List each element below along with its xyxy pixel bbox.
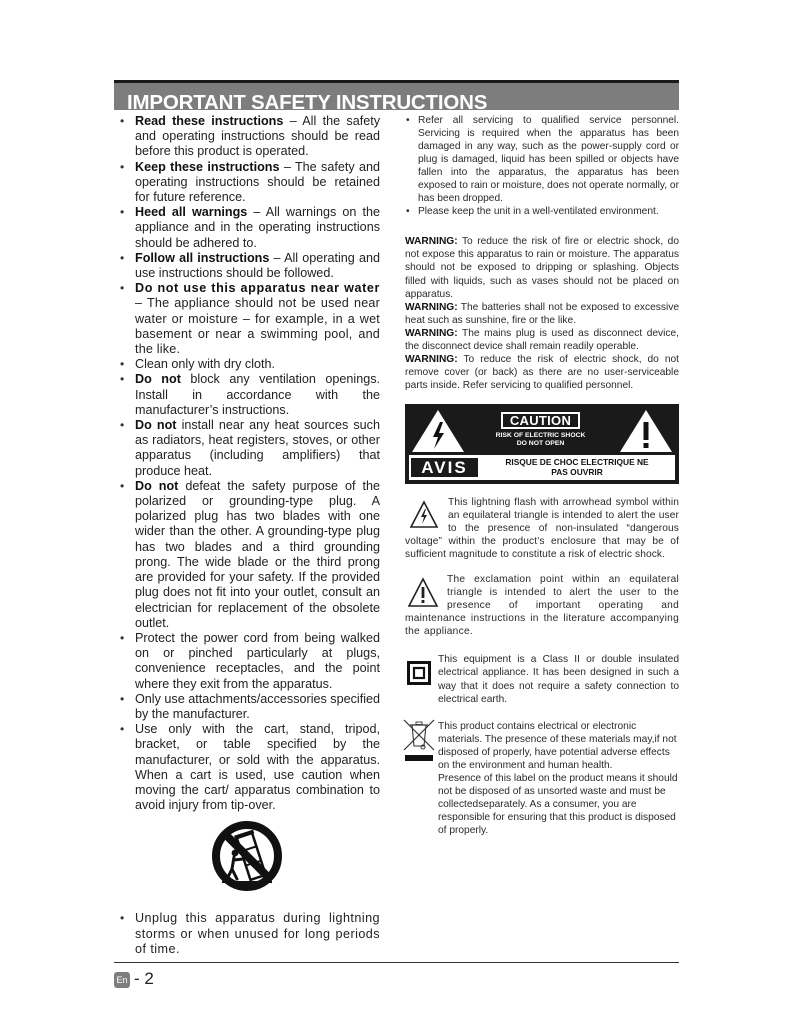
footer-divider [114,962,679,963]
item-text: Please keep the unit in a well-ventilated environment. [418,206,659,218]
list-item [405,114,679,205]
list-item [118,357,380,372]
item-text: – All the safety and operating instructions should be read before this product is operated. [135,114,380,159]
safety-instructions-list [118,114,380,813]
item-heading: Do not [135,478,179,493]
warning-label: WARNING: [405,353,458,365]
warning-text: The batteries shall not be exposed to excessive heat such as sunshine, fire or the like. [405,301,679,326]
exclamation-triangle-icon [618,408,674,454]
symbol-explanation-class-ii [405,653,679,705]
item-text: – All warnings on the appliance and in the operating instructions should be adhered to. [135,205,380,250]
warning-label: WARNING: [405,327,458,339]
warnings-section [405,235,679,392]
item-heading: Do not [135,372,181,387]
class-ii-double-square-icon [407,661,431,685]
page-number: - 2 [134,969,154,988]
list-item [118,722,380,813]
item-heading: Read these instructions [135,114,284,128]
list-item [118,372,380,418]
list-item [118,911,380,957]
item-text: Refer all servicing to qualified service personnel. Servicing is required when the apparatus has been damaged in any way, such as the power-supply cord or plug is damaged, liquid has been spilled or objects have fallen into the apparatus, the apparatus has been exposed to rain or moisture, does not operate normally, or has been dropped. [418,115,679,205]
item-heading: Heed all warnings [135,205,248,220]
item-text: Protect the power cord from being walked on or pinched particularly at plugs, convenience receptacles, and the point where they exit from the apparatus. [135,630,380,691]
item-text: Use only with the cart, stand, tripod, bracket, or table specified by the manufacturer, or sold with the apparatus. When a cart is used, use caution when moving the cart/ apparatus combination to avoid injury from tip-over. [135,722,380,813]
weee-crossed-bin-icon [403,719,435,763]
list-item [118,160,380,206]
lightning-triangle-icon [410,408,466,454]
section-header [114,80,679,114]
item-text: install near any heat sources such as radiators, heat registers, stoves, or other apparatus (including amplifiers) that produce heat. [135,418,380,478]
list-item [118,631,380,692]
language-badge: En [114,972,130,988]
item-heading: Do not [135,418,177,433]
warning-paragraph [405,353,679,392]
warning-text: The mains plug is used as disconnect device, the disconnect device shall remain readily operable. [405,327,679,352]
list-item [405,205,679,218]
item-text: Only use attachments/accessories specified by the manufacturer. [135,691,380,721]
item-heading: Follow all instructions [135,250,270,265]
symbol-explanation-exclamation [405,573,679,638]
list-item [118,114,380,160]
item-text: – The appliance should not be used near water or moisture – for example, in a wet basement or near a swimming pool, and the like. [135,296,380,357]
warning-text: To reduce the risk of electric shock, do not remove cover (or back) as there are no user-serviceable parts inside. Refer servicing to qualified personnel. [405,353,679,391]
list-item [118,251,380,281]
symbol-description-continued: Presence of this label on the product means it should not be disposed of as unsorted waste and must be collectedseparately. As a consumer, you are responsible for ensuring that this product is disposed of properly. [438,772,678,836]
item-text: Clean only with dry cloth. [135,357,275,372]
warning-label: WARNING: [405,236,458,248]
safety-instructions-list-continued [118,911,380,957]
symbol-description: This product contains electrical or electronic materials. The presence of these materials may,if not disposed of properly, have potential adverse effects on the environment and human health. [438,720,677,771]
list-item [118,281,380,357]
avis-title: AVIS [411,458,478,477]
symbol-explanation-weee [405,720,679,837]
item-text: – The safety and operating instructions should be retained for future reference. [135,159,380,205]
item-heading: Keep these instructions [135,159,280,174]
symbol-description: The exclamation point within an equilateral triangle is intended to alert the user to the presence of important operating and maintenance instructions in the literature accompanying the appliance. [405,574,679,638]
servicing-list [405,114,679,218]
caution-label-graphic [405,404,679,484]
list-item [118,692,380,722]
cart-warning-figure [118,819,380,905]
avis-row [409,455,675,480]
caution-subtitle-line: DO NOT OPEN [516,439,565,447]
warning-text: To reduce the risk of fire or electric shock, do not expose this apparatus to rain or moisture. The apparatus should not be exposed to dripping or splashing. Objects filled with liquids, such as vases should not be placed on apparatus. [405,236,679,300]
left-column [118,114,380,957]
warning-paragraph [405,235,679,300]
list-item [118,479,380,631]
warning-paragraph [405,327,679,353]
symbol-description: This equipment is a Class II or double insulated electrical appliance. It has been designed in such a way that it does not require a safety connection to electrical earth. [438,654,679,705]
item-text: block any ventilation openings. Install in accordance with the manufacturer’s instructions. [135,372,380,417]
item-text: defeat the safety purpose of the polarized or grounding-type plug. A polarized plug has two blades with one wider than the other. A grounding-type plug has two blades and a third grounding prong. The wide blade or the third prong are provided for your safety. If the provided plug does not fit into your outlet, consult an electrician for replacement of the obsolete outlet. [135,478,380,630]
warning-paragraph [405,301,679,327]
item-text: – All operating and use instructions should be followed. [135,250,380,281]
right-column [405,114,679,837]
page-title: IMPORTANT SAFETY INSTRUCTIONS [127,91,488,114]
item-text: Unplug this apparatus during lightning storms or when unused for long periods of time. [135,911,380,956]
avis-text-line: RISQUE DE CHOC ELECTRIQUE NE [505,456,649,467]
warning-label: WARNING: [405,301,458,313]
symbol-description: This lightning flash with arrowhead symbol within an equilateral triangle is intended to alert the user to the presence of non-insulated “dangerous voltage” within the product’s enclosure that may be of sufficient magnitude to constitute a risk of electric shock. [405,496,679,561]
avis-text [481,457,673,478]
caution-subtitle-line: RISK OF ELECTRIC SHOCK [495,431,586,439]
symbol-explanation-lightning [405,496,679,561]
caution-title: CAUTION [501,412,580,429]
avis-text-line: PAS OUVRIR [551,467,603,478]
item-heading: Do not use this apparatus near water [135,281,380,296]
exclamation-triangle-icon [407,577,439,609]
caution-subtitle [475,432,606,448]
list-item [118,205,380,251]
lightning-triangle-icon [409,500,439,530]
list-item [118,418,380,479]
cart-tipover-warning-icon [208,819,286,897]
